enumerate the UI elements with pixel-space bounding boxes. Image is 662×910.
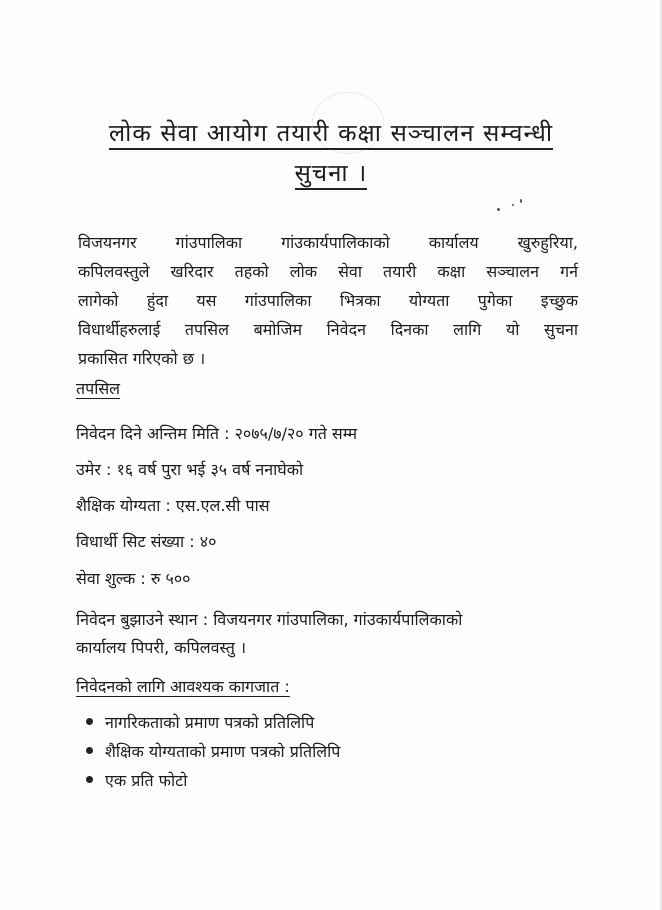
location-text-line-1: निवेदन बुझाउने स्थान : विजयनगर गांउपालिका, गांउकार्यपालिकाको — [76, 610, 463, 629]
scan-speck — [520, 199, 522, 203]
age-requirement-text: उमेर : १६ वर्ष पुरा भई ३५ वर्ष ननाघेको — [76, 460, 304, 479]
details-heading: तपसिल — [76, 379, 121, 398]
bullet-icon — [86, 747, 93, 754]
title-text-1: लोक सेवा आयोग तयारी कक्षा सञ्चालन सम्वन्धी — [109, 119, 553, 150]
list-item-text: शैक्षिक योग्यताको प्रमाण पत्रको प्रतिलिपि — [105, 741, 341, 761]
intro-line: प्रकासित गरिएको छ । — [78, 349, 206, 368]
notice-title-line-2 — [0, 158, 662, 188]
list-item-text: एक प्रति फोटो — [105, 770, 188, 790]
deadline-text: निवेदन दिने अन्तिम मिति : २०७५/७/२० गते सम्म — [76, 424, 358, 443]
intro-line: कपिलवस्तुले खरिदार तहको लोक सेवा तयारी कक्षा सञ्चालन गर्न — [78, 262, 578, 281]
qualification-text: शैक्षिक योग्यता : एस.एल.सी पास — [76, 496, 270, 515]
intro-line: लागेको हुंदा यस गांउपालिका भित्रका योग्यता पुगेका इच्छुक — [78, 291, 578, 310]
list-item — [86, 736, 340, 765]
list-item-text: नागरिकताको प्रमाण पत्रको प्रतिलिपि — [105, 712, 315, 732]
documents-list — [86, 707, 340, 794]
intro-paragraph — [78, 228, 578, 373]
notice-title-line-1 — [0, 118, 662, 148]
scan-speck — [512, 204, 514, 206]
title-text-2: सुचना । — [295, 159, 368, 190]
seat-count-text: विधार्थी सिट संख्या : ४० — [76, 532, 217, 551]
location-text-line-2: कार्यालय पिपरी, कपिलवस्तु । — [76, 638, 247, 657]
bullet-icon — [86, 776, 93, 783]
list-item — [86, 765, 340, 794]
scan-speck — [497, 208, 500, 211]
intro-line: विधार्थीहरुलाई तपसिल बमोजिम निवेदन दिनका लागि यो सुचना — [78, 320, 578, 339]
documents-heading: निवेदनको लागि आवश्यक कागजात : — [76, 677, 290, 696]
fee-text: सेवा शुल्क : रु ५०० — [76, 569, 191, 588]
intro-line: विजयनगर गांउपालिका गांउकार्यपालिकाको कार्यालय खुरुहुरिया, — [78, 233, 578, 252]
list-item — [86, 707, 340, 736]
bullet-icon — [86, 718, 93, 725]
